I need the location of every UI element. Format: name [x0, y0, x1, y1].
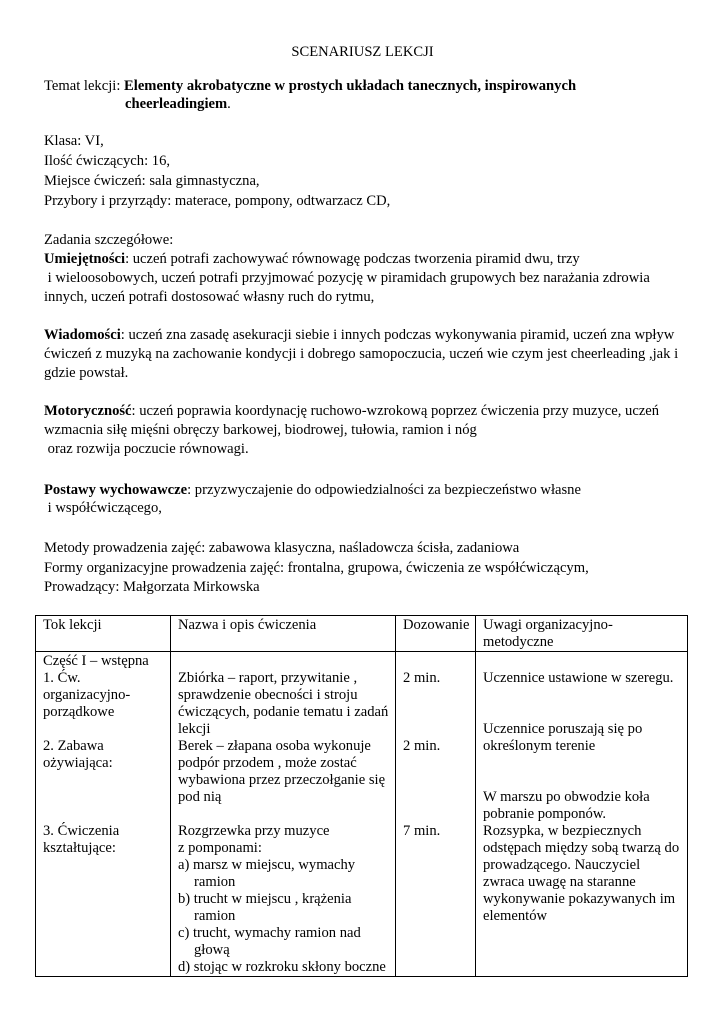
skills-line-3: innych, uczeń potrafi dostosować własny ruch do rytmu, — [44, 289, 375, 305]
attitudes-label: Postawy wychowawcze — [44, 482, 188, 498]
forms-line: Formy organizacyjne prowadzenia zajęć: frontalna, grupowa, ćwiczenia ze współćwiczącym, — [44, 560, 589, 576]
cell-uwagi: Uczennice ustawione w szeregu. Uczennice poruszają się po określonym terenie W marszu po obwodzie koła pobranie pomponów. Rozsypka, w bezpiecznych odstępach między sobą twarzą do prowadzącego. Nauczyciel zwraca uwagę na staranne wykonywanie pokazywanych im elementów — [476, 652, 688, 977]
skills-label: Umiejętności — [44, 251, 126, 267]
motor-label: Motoryczność — [44, 403, 132, 419]
header-tok-lekcji: Tok lekcji — [36, 616, 171, 652]
list-item: d) stojąc w rozkroku skłony boczne — [178, 959, 386, 975]
cell-dozowanie — [396, 652, 476, 977]
knowledge-line-3: gdzie powstał. — [44, 365, 129, 381]
attitudes-line-1: Postawy wychowawcze: przyzwyczajenie do odpowiedzialności za bezpieczeństwo własne — [44, 482, 581, 498]
info-przybory: Przybory i przyrządy: materace, pompony, odtwarzacz CD, — [44, 193, 391, 209]
document-title: SCENARIUSZ LEKCJI — [291, 44, 434, 60]
list-item: a) marsz w miejscu, wymachy — [178, 857, 356, 873]
motor-line-1: Motoryczność: uczeń poprawia koordynację ruchowo-wzrokową poprzez ćwiczenia przy muzyce, uczeń — [44, 403, 660, 419]
lesson-part-label: Część I – wstępna — [43, 653, 149, 669]
skills-line-2: i wieloosobowych, uczeń potrafi przyjmować pozycję w piramidach grupowych bez narażania zdrowia — [44, 270, 650, 286]
topic-label: Temat lekcji: — [44, 78, 121, 94]
instructor-line: Prowadzący: Małgorzata Mirkowska — [44, 579, 260, 595]
attitudes-line-2: i współćwiczącego, — [44, 500, 162, 516]
topic-line-2: cheerleadingiem. — [125, 96, 231, 112]
header-uwagi: Uwagi organizacyjno-metodyczne — [476, 616, 688, 652]
table-row — [36, 652, 688, 977]
topic-line-1 — [44, 78, 576, 95]
motor-line-2: wzmacnia siłę mięśni obręczy barkowej, biodrowej, tułowia, ramion i nóg — [44, 422, 477, 438]
table-header-row — [36, 616, 688, 652]
info-miejsce: Miejsce ćwiczeń: sala gimnastyczna, — [44, 173, 260, 189]
list-item: c) trucht, wymachy ramion nad — [178, 925, 361, 941]
skills-line-1: Umiejętności: uczeń potrafi zachowywać równowagę podczas tworzenia piramid dwu, trzy — [44, 251, 580, 267]
knowledge-label: Wiadomości — [44, 327, 121, 343]
dose-1: 2 min. — [403, 670, 441, 686]
topic-text-cont: cheerleadingiem — [125, 96, 228, 112]
knowledge-line-2: ćwiczeń z muzyką na zachowanie kondycji i dobrego samopoczucia, uczeń wie czym jest cheerleading ,jak i — [44, 346, 679, 362]
header-nazwa-opis: Nazwa i opis ćwiczenia — [171, 616, 396, 652]
note-1: Uczennice ustawione w szeregu. — [483, 670, 674, 686]
knowledge-line-1: Wiadomości: uczeń zna zasadę asekuracji siebie i innych podczas wykonywania piramid, uczeń zna wpływ — [44, 327, 675, 343]
header-dozowanie: Dozowanie — [396, 616, 476, 652]
tasks-heading: Zadania szczegółowe: — [44, 232, 174, 248]
list-item: b) trucht w miejscu , krążenia — [178, 891, 352, 907]
dose-2: 2 min. — [403, 738, 441, 754]
cell-tok-lekcji: Część I – wstępna 1. Ćw. organizacyjno- porządkowe 2. Zabawa ożywiająca: 3. Ćwiczenia kształtujące: — [36, 652, 171, 977]
info-ilosc: Ilość ćwiczących: 16, — [44, 153, 171, 169]
lesson-table — [35, 615, 688, 977]
methods-line: Metody prowadzenia zajęć: zabawowa klasyczna, naśladowcza ścisła, zadaniowa — [44, 540, 520, 556]
dose-3: 7 min. — [403, 823, 441, 839]
info-klasa: Klasa: VI, — [44, 133, 104, 149]
topic-text: Elementy akrobatyczne w prostych układach tanecznych, inspirowanych — [124, 78, 577, 94]
motor-line-3: oraz rozwija poczucie równowagi. — [44, 441, 249, 457]
cell-nazwa-opis: Zbiórka – raport, przywitanie , sprawdzenie obecności i stroju ćwiczących, podanie tematu i zadań lekcji Berek – złapana osoba wykonuje podpór przodem , może zostać wybawiona przez przeczołganie się pod nią Rozgrzewka przy muzyce z pomponami: a) marsz w miejscu, wymachy ramion b) trucht w miejscu , krążenia ramion c) trucht, wymachy ramion nad głową d) stojąc w rozkroku skłony boczne — [171, 652, 396, 977]
